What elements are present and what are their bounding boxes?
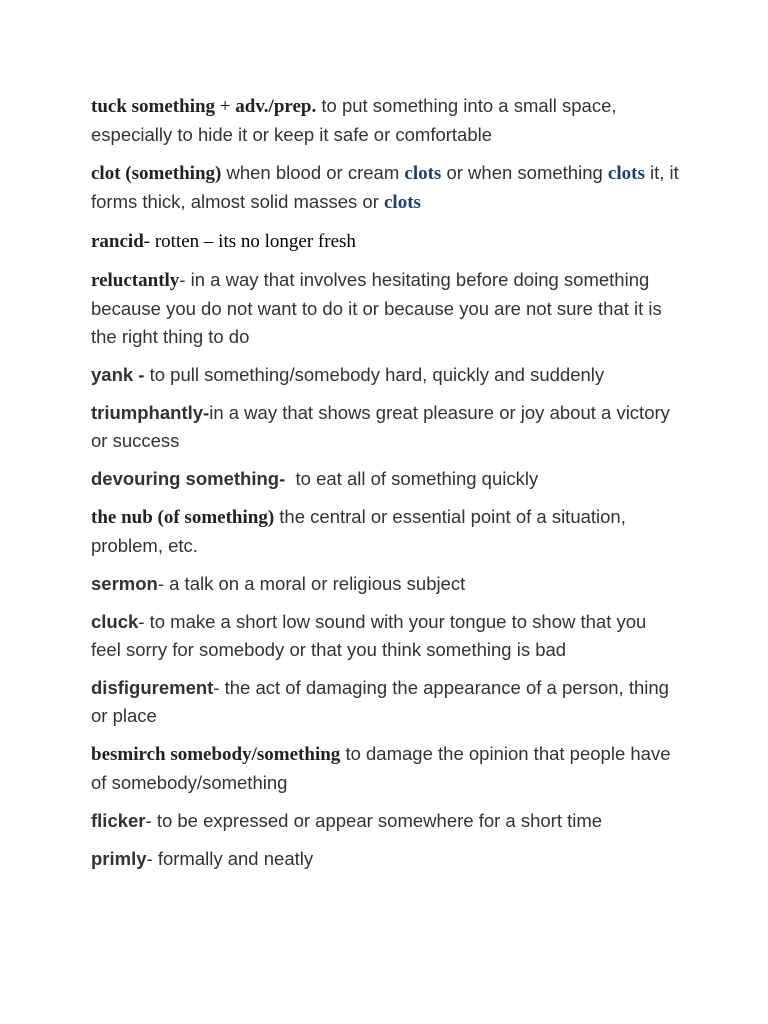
entry-term: cluck (91, 611, 139, 632)
entry-grammar-note: adv./prep. (235, 96, 317, 117)
highlighted-word: clots (607, 163, 645, 184)
entry-term: clot (something) (91, 163, 222, 184)
entry-devouring-something (91, 465, 681, 493)
entry-definition: to put something into a small space, especially to hide it or keep it safe or comfortable (91, 95, 617, 145)
entry-definition: - rotten – its no longer fresh (143, 231, 356, 252)
entry-term: besmirch somebody/something (91, 744, 341, 765)
entry-term: triumphantly- (91, 402, 210, 423)
entry-definition: - to make a short low sound with your tongue to show that you feel sorry for somebody or that you think something is bad (91, 611, 647, 660)
entry-definition: - a talk on a moral or religious subject (157, 573, 466, 594)
entry-primly (91, 845, 681, 873)
entry-definition: - in a way that involves hesitating before doing something because you do not want to do it or because you are not sure that it is the right thing to do (91, 269, 662, 347)
entry-cluck (91, 608, 681, 664)
entry-term: the nub (of something) (91, 507, 275, 528)
entry-the-nub (91, 503, 681, 560)
entry-term: reluctantly (91, 270, 180, 291)
entry-disfigurement (91, 674, 681, 730)
entry-definition: to damage the opinion that people have of somebody/something (91, 743, 671, 793)
entry-term: devouring something- (91, 468, 286, 489)
vocabulary-list (91, 92, 681, 883)
entry-plus: + (215, 96, 236, 117)
entry-term: disfigurement (91, 677, 214, 698)
entry-flicker (91, 807, 681, 835)
entry-besmirch (91, 740, 681, 797)
entry-term: tuck something (91, 96, 216, 117)
entry-term: flicker (91, 810, 146, 831)
entry-sermon (91, 570, 681, 598)
entry-clot (91, 159, 681, 217)
entry-definition: - the act of damaging the appearance of a person, thing or place (91, 677, 669, 726)
highlighted-word: clots (404, 163, 442, 184)
entry-definition: the central or essential point of a situation, problem, etc. (91, 506, 626, 556)
entry-definition: - formally and neatly (146, 848, 314, 869)
entry-term: rancid (91, 231, 144, 252)
entry-definition-part: or when something (441, 162, 608, 183)
entry-definition: - to be expressed or appear somewhere for a short time (145, 810, 603, 831)
entry-definition: to pull something/somebody hard, quickly and suddenly (144, 364, 605, 385)
entry-definition: in a way that shows great pleasure or joy about a victory or success (91, 402, 670, 451)
entry-term: yank - (91, 364, 145, 385)
entry-term: primly (91, 848, 147, 869)
entry-reluctantly (91, 266, 681, 351)
entry-yank (91, 361, 681, 389)
entry-tuck-something (91, 92, 681, 149)
entry-definition-part: it, it forms thick, almost solid masses or (91, 162, 679, 212)
entry-definition-part: when blood or cream (221, 162, 405, 183)
highlighted-word: clots (384, 192, 421, 213)
entry-rancid (91, 227, 681, 256)
entry-triumphantly (91, 399, 681, 455)
entry-definition: to eat all of something quickly (285, 468, 539, 489)
entry-term: sermon (91, 573, 158, 594)
